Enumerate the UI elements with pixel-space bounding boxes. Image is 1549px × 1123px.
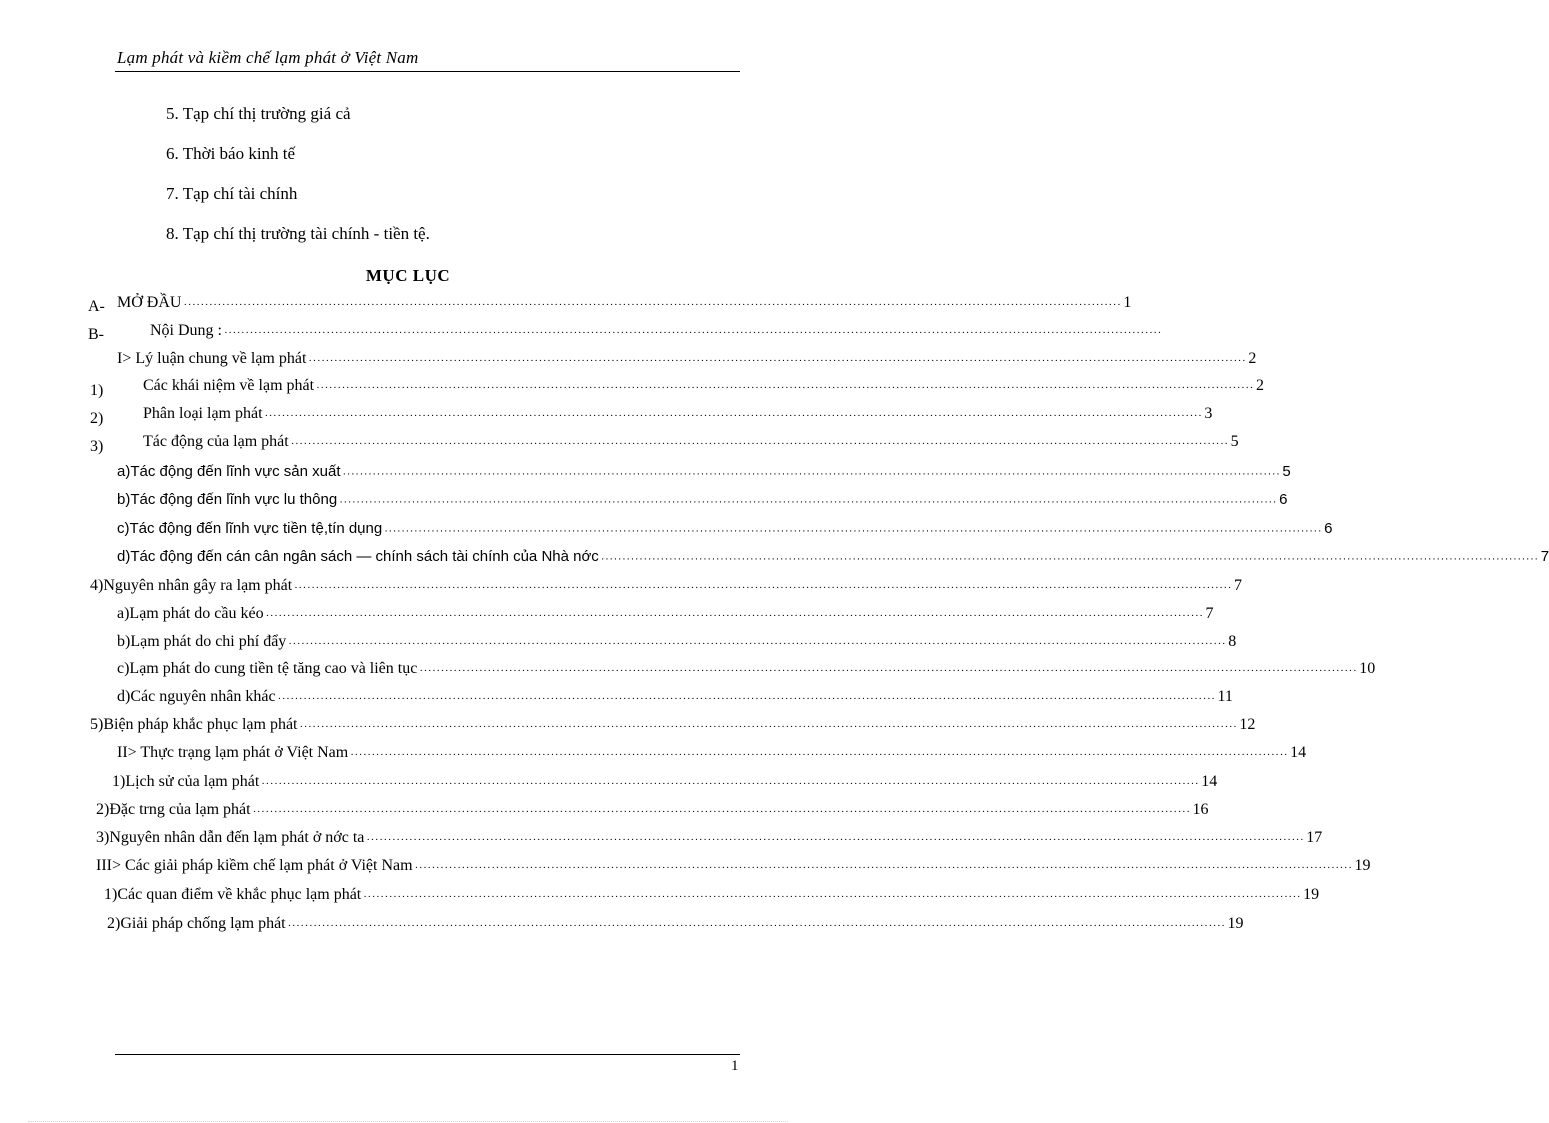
toc-entry-label: c)Lạm phát do cung tiền tệ tăng cao và liên tục xyxy=(117,660,418,677)
toc-entry-label: b)Lạm phát do chi phí đẩy xyxy=(117,633,287,650)
toc-leader-dots: ···························································································································································································································· xyxy=(261,778,1200,790)
toc-entry-label: 5)Biện pháp khắc phục lạm phát xyxy=(90,716,298,733)
toc-entry-page: 2 xyxy=(1255,377,1264,394)
toc-entry xyxy=(117,516,1333,538)
toc-entry-page: 2 xyxy=(1248,350,1257,367)
toc-entry-page: 5 xyxy=(1282,463,1291,480)
toc-entry xyxy=(117,740,1307,762)
toc-entry-label: Tác động của lạm phát xyxy=(143,433,289,450)
toc-entry-label: MỞ ĐẦU xyxy=(117,294,182,311)
reference-item: 8. Tạp chí thị trường tài chính - tiền tệ. xyxy=(166,224,430,243)
toc-leader-dots: ···························································································································································································································· xyxy=(339,496,1278,508)
toc-entry-prefix: 2) xyxy=(90,410,104,427)
toc-entry-label: 1)Các quan điểm về khắc phục lạm phát xyxy=(104,886,362,903)
toc-entry-prefix: 1) xyxy=(90,382,104,399)
toc-entry xyxy=(143,429,1239,451)
toc-entry xyxy=(117,684,1233,706)
toc-entry-page: 14 xyxy=(1290,744,1307,761)
toc-entry xyxy=(107,911,1244,933)
toc-entry xyxy=(117,459,1291,481)
toc-entry xyxy=(143,401,1213,423)
toc-entry xyxy=(117,656,1376,678)
toc-leader-dots: ···························································································································································································································· xyxy=(299,721,1238,733)
toc-entry-page: 8 xyxy=(1228,633,1237,650)
toc-leader-dots: ···························································································································································································································· xyxy=(316,382,1254,394)
toc-leader-dots: ···························································································································································································································· xyxy=(288,638,1227,650)
toc-entry-label: a)Tác động đến lĩnh vực sản xuất xyxy=(117,463,341,480)
toc-leader-dots: ···························································································································································································································· xyxy=(277,693,1216,705)
toc-leader-dots: ···························································································································································································································· xyxy=(252,806,1191,818)
toc-leader-dots: ···························································································································································································································· xyxy=(265,610,1204,622)
toc-leader-dots: ···························································································································································································································· xyxy=(287,920,1226,932)
toc-entry-label: II> Thực trạng lạm phát ở Việt Nam xyxy=(117,744,349,761)
toc-entry-label: 2)Giải pháp chống lạm phát xyxy=(107,915,286,932)
toc-entry-page: 3 xyxy=(1204,405,1213,422)
toc-entry-label: Phân loại lạm phát xyxy=(143,405,263,422)
toc-entry-label: c)Tác động đến lĩnh vực tiền tệ,tín dụng xyxy=(117,520,383,537)
toc-entry-page: 14 xyxy=(1201,773,1218,790)
toc-leader-dots: ···························································································································································································································· xyxy=(342,468,1281,480)
toc-entry-page: 10 xyxy=(1359,660,1376,677)
toc-entry-label: d)Tác động đến cán cân ngân sách — chính sách tài chính của Nhà nớc xyxy=(117,548,599,565)
toc-entry-label: 2)Đặc trng của lạm phát xyxy=(96,801,251,818)
toc-entry-page: 1 xyxy=(1123,294,1132,311)
page-number: 1 xyxy=(731,1058,739,1074)
toc-leader-dots: ···························································································································································································································· xyxy=(308,355,1247,367)
toc-leader-dots: ···························································································································································································································· xyxy=(366,834,1305,846)
toc-leader-dots: ···························································································································································································································· xyxy=(294,582,1233,594)
toc-entry-label: 3)Nguyên nhân dẫn đến lạm phát ở nớc ta xyxy=(96,829,365,846)
toc-leader-dots: ···························································································································································································································· xyxy=(290,438,1229,450)
toc-leader-dots: ···························································································································································································································· xyxy=(600,553,1539,565)
footer-rule xyxy=(115,1054,740,1055)
toc-leader-dots: ···························································································································································································································· xyxy=(224,327,1162,339)
toc-entry-page: 11 xyxy=(1217,688,1233,705)
toc-entry xyxy=(117,629,1237,651)
toc-entry-label: I> Lý luận chung về lạm phát xyxy=(117,350,307,367)
toc-entry xyxy=(96,797,1209,819)
toc-entry-page: 19 xyxy=(1303,886,1320,903)
toc-leader-dots: ···························································································································································································································· xyxy=(384,525,1323,537)
toc-entry-label: Nội Dung : xyxy=(150,322,222,339)
toc-entry-prefix: 3) xyxy=(90,438,104,455)
toc-entry-label: a)Lạm phát do cầu kéo xyxy=(117,605,264,622)
toc-entry xyxy=(150,318,1162,340)
toc-entry-page: 16 xyxy=(1192,801,1209,818)
toc-entry-page: 7 xyxy=(1234,577,1243,594)
toc-entry-label: Các khái niệm về lạm phát xyxy=(143,377,315,394)
toc-entry xyxy=(117,290,1132,312)
toc-entry-label: 4)Nguyên nhân gây ra lạm phát xyxy=(90,577,293,594)
toc-entry xyxy=(117,487,1288,509)
toc-entry xyxy=(143,373,1264,395)
toc-leader-dots: ···························································································································································································································· xyxy=(183,299,1122,311)
toc-leader-dots: ···························································································································································································································· xyxy=(350,749,1289,761)
toc-entry xyxy=(112,769,1218,791)
toc-leader-dots: ···························································································································································································································· xyxy=(363,891,1302,903)
page-edge-dotted-line xyxy=(28,1121,788,1122)
toc-leader-dots: ···························································································································································································································· xyxy=(414,862,1353,874)
toc-entry xyxy=(96,825,1323,847)
reference-item: 7. Tạp chí tài chính xyxy=(166,184,298,203)
toc-entry-page: 17 xyxy=(1306,829,1323,846)
toc-entry-page: 19 xyxy=(1227,915,1244,932)
reference-item: 6. Thời báo kinh tế xyxy=(166,144,296,163)
toc-entry-page: 7 xyxy=(1205,605,1214,622)
toc-leader-dots: ···························································································································································································································· xyxy=(419,665,1358,677)
toc-entry-page: 5 xyxy=(1230,433,1239,450)
toc-entry-prefix: A- xyxy=(88,298,105,315)
toc-entry-page: 6 xyxy=(1279,491,1288,508)
toc-entry xyxy=(96,853,1371,875)
toc-entry xyxy=(117,601,1214,623)
toc-entry xyxy=(90,573,1243,595)
toc-entry-label: 1)Lịch sử của lạm phát xyxy=(112,773,260,790)
toc-entry-label: d)Các nguyên nhân khác xyxy=(117,688,276,705)
toc-entry-label: b)Tác động đến lĩnh vực lu thông xyxy=(117,491,338,508)
reference-item: 5. Tạp chí thị trường giá cả xyxy=(166,104,351,123)
toc-entry-page: 19 xyxy=(1354,857,1371,874)
toc-entry xyxy=(90,712,1256,734)
toc-entry-label: III> Các giải pháp kiềm chế lạm phát ở Việt Nam xyxy=(96,857,413,874)
toc-entry xyxy=(104,882,1320,904)
toc-entry xyxy=(117,544,1549,566)
toc-entry-prefix: B- xyxy=(88,326,104,343)
toc-entry-page: 12 xyxy=(1239,716,1256,733)
toc-title: MỤC LỤC xyxy=(365,266,451,285)
toc-entry-page: 7 xyxy=(1540,548,1549,565)
toc-leader-dots: ···························································································································································································································· xyxy=(264,410,1203,422)
toc-entry xyxy=(117,346,1257,368)
running-header: Lạm phát và kiềm chế lạm phát ở Việt Nam xyxy=(117,48,419,67)
toc-entry-page: 6 xyxy=(1324,520,1333,537)
